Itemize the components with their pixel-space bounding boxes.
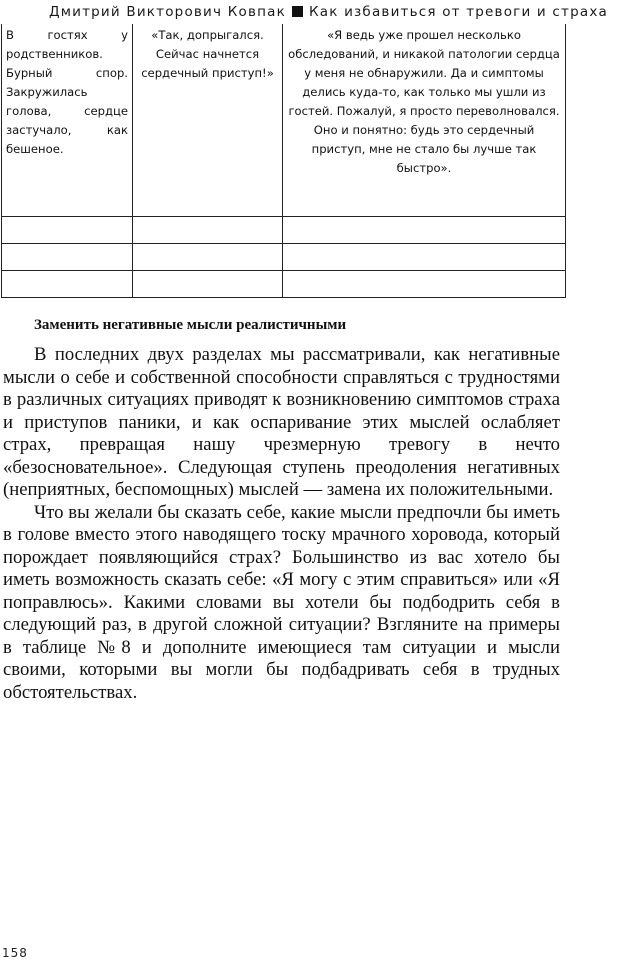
empty-table-row — [2, 244, 566, 271]
empty-cell — [2, 217, 133, 244]
empty-cell — [283, 244, 566, 271]
body-paragraph: Что вы желали бы сказать себе, какие мысли предпочли бы иметь в голове вместо этого наводящего тоску мрачного хоровода, который порождает появляющийся страх? Большинство из вас хотело бы иметь возможность сказать себе: «Я могу с этим справиться» или «Я поправлюсь». Какими словами вы хотели бы подбодрить себя в следующий раз, в другой сложной ситуации? Взгляните на примеры в таблице №8 и дополните имеющиеся там ситуации и мысли своими, которыми вы могли бы подбадривать себя в трудных обстоятельствах. — [3, 501, 560, 703]
empty-cell — [133, 271, 283, 298]
situation-cell: В гостях у родственников. Бурный спор. Закружилась голова, сердце застучало, как бешеное. — [2, 24, 133, 217]
empty-cell — [133, 244, 283, 271]
empty-cell — [2, 271, 133, 298]
section-body — [3, 315, 560, 704]
running-header — [0, 4, 620, 20]
header-separator — [292, 6, 303, 17]
empty-table-row — [2, 271, 566, 298]
empty-cell — [2, 244, 133, 271]
body-paragraph: В последних двух разделах мы рассматривали, как негативные мысли о себе и собственной способности справляться с трудностями в различных ситуациях приводят к возникновению симптомов страха и приступов паники, и как оспаривание этих мыслей ослабляет страх, превращая нашу чрезмерную тревогу в нечто «безосновательное». Следующая ступень преодоления негативных (неприятных, беспомощных) мыслей — замена их положительными. — [3, 344, 560, 500]
empty-cell — [283, 217, 566, 244]
empty-cell — [283, 271, 566, 298]
page-number: 158 — [2, 946, 28, 960]
empty-cell — [133, 217, 283, 244]
header-book-title: Как избавиться от тревоги и страха — [308, 4, 608, 20]
thought-replacement-table — [1, 24, 566, 298]
section-heading: Заменить негативные мысли реалистичными — [34, 317, 347, 333]
header-author: Дмитрий Викторович Ковпак — [48, 4, 286, 20]
table-row — [2, 24, 566, 217]
empty-table-row — [2, 217, 566, 244]
negative-thought-cell: «Так, допрыгался. Сейчас начнется сердечный приступ!» — [133, 24, 283, 217]
alternative-thought-cell: «Я ведь уже прошел несколько обследований, и никакой патологии сердца у меня не обнаружили. Да и симптомы делись куда-то, как только мы ушли из гостей. Пожалуй, я просто переволновался. Оно и понятно: будь это сердечный приступ, мне не стало бы лучше так быстро». — [283, 24, 566, 217]
